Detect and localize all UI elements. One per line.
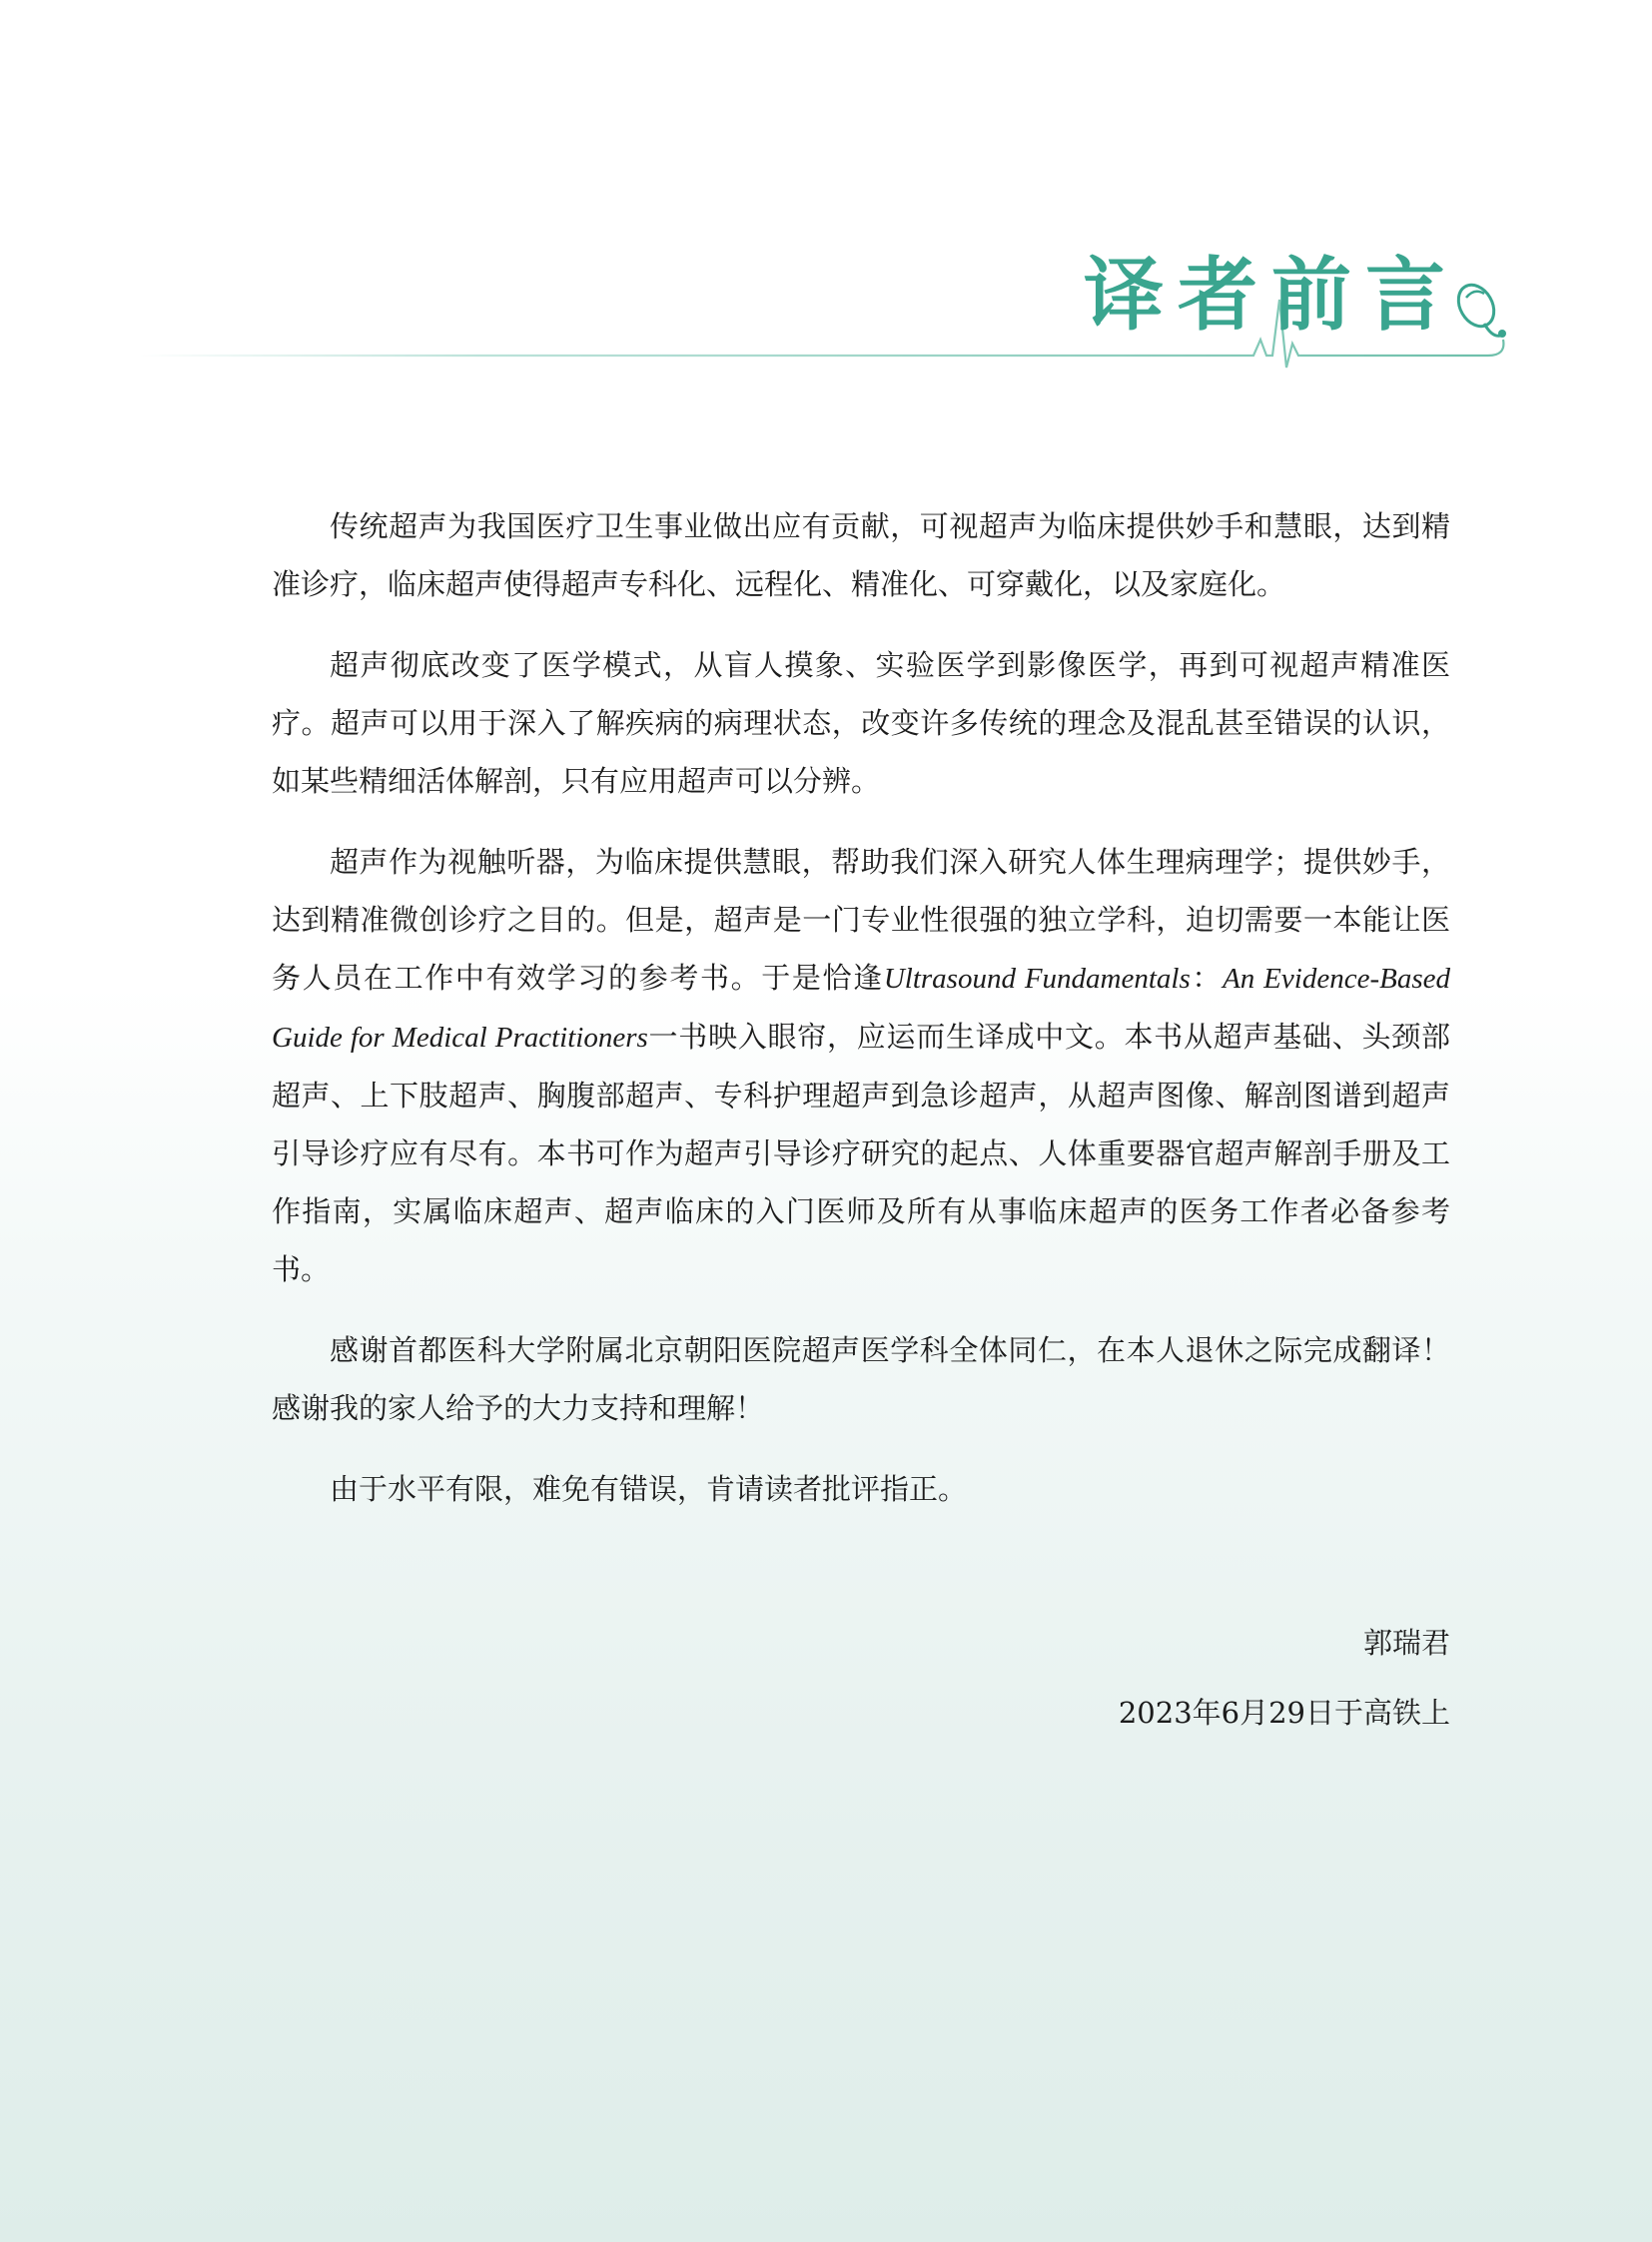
paragraph-3-text-before: 超声作为视触听器，为临床提供慧眼，帮助我们深入研究人体生理病理学；提供妙手，达到精准微创诊疗之目的。但是，超声是一门专业性很强的独立学科，迫切需要一本能让医务人员在工作中有效学习的参考书。于是恰逢 <box>272 845 1450 995</box>
book-title-main: Ultrasound Fundamentals <box>883 963 1191 995</box>
page-header <box>0 0 1652 419</box>
paragraph-3 <box>272 833 1450 1298</box>
page-title: 译者前言 <box>1084 249 1459 342</box>
book-title-sub: An Evidence-Based Guide for Medical Practitioners <box>272 963 1450 1054</box>
paragraph-1: 传统超声为我国医疗卫生事业做出应有贡献，可视超声为临床提供妙手和慧眼，达到精准诊疗，临床超声使得超声专科化、远程化、精准化、可穿戴化，以及家庭化。 <box>272 509 1450 601</box>
preface-body <box>272 497 1450 1541</box>
paragraph-5: 由于水平有限，难免有错误，肯请读者批评指正。 <box>330 1472 968 1506</box>
signature-block <box>1119 1608 1450 1748</box>
paragraph-4: 感谢首都医科大学附属北京朝阳医院超声医学科全体同仁，在本人退休之际完成翻译！感谢我的家人给予的大力支持和理解！ <box>272 1333 1450 1425</box>
signature-date: 2023年6月29日于高铁上 <box>1118 1696 1450 1730</box>
paragraph-3-text-after: 一书映入眼帘，应运而生译成中文。本书从超声基础、头颈部超声、上下肢超声、胸腹部超声、专科护理超声到急诊超声，从超声图像、解剖图谱到超声引导诊疗应有尽有。本书可作为超声引导诊疗研究的起点、人体重要器官超声解剖手册及工作指南，实属临床超声、超声临床的入门医师及所有从事临床超声的医务工作者必备参考书。 <box>272 1020 1450 1286</box>
heartbeat-line-decoration <box>0 0 1652 419</box>
ultrasound-probe-icon <box>1448 276 1518 356</box>
book-title-colon: ： <box>1190 961 1224 995</box>
paragraph-2: 超声彻底改变了医学模式，从盲人摸象、实验医学到影像医学，再到可视超声精准医疗。超声可以用于深入了解疾病的病理状态，改变许多传统的理念及混乱甚至错误的认识，如某些精细活体解剖，只有应用超声可以分辨。 <box>272 648 1450 798</box>
translator-name: 郭瑞君 <box>1362 1626 1450 1660</box>
